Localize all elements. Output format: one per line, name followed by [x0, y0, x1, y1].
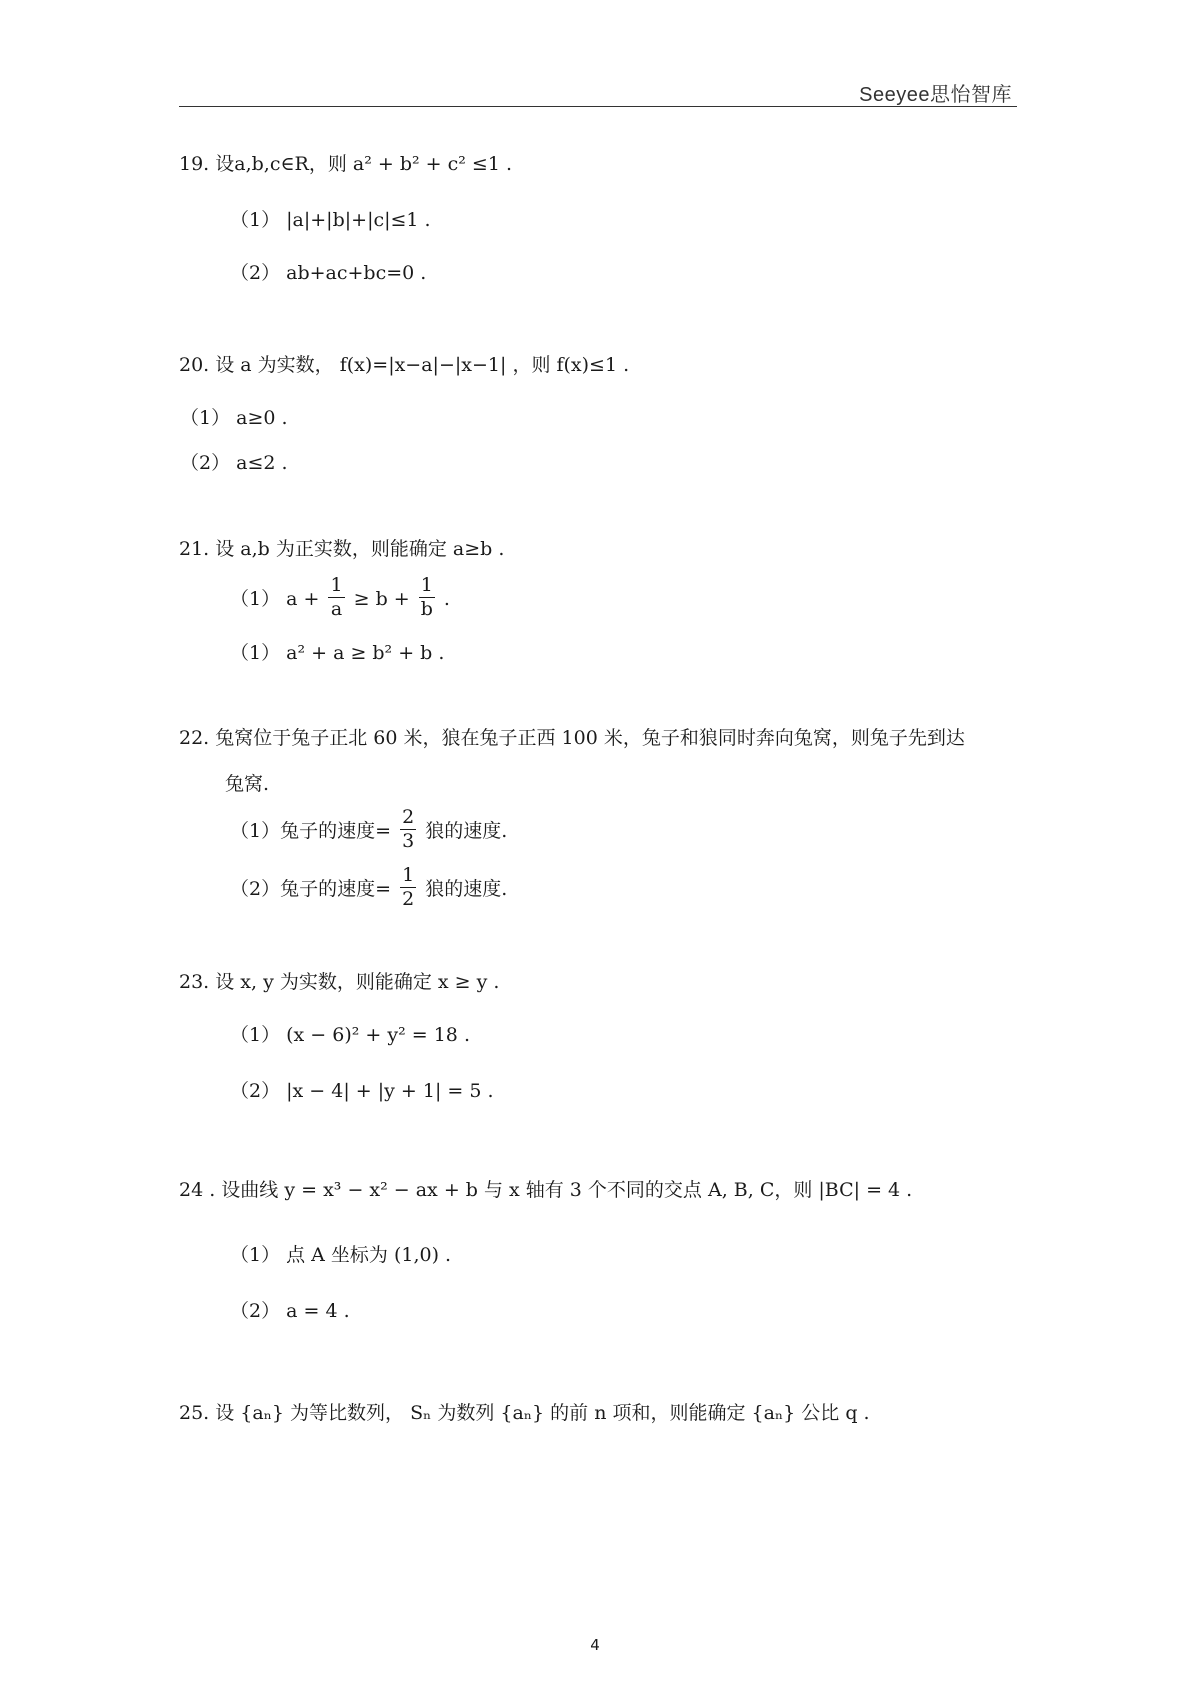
denominator: a [330, 597, 343, 620]
question-21-option-2: （1） a² + a ≥ b² + b . [230, 642, 445, 664]
question-25-stem: 25. 设 {aₙ} 为等比数列， Sₙ 为数列 {aₙ} 的前 n 项和，则能确定 {aₙ} 公比 q . [179, 1402, 870, 1424]
question-19-stem: 19. 设a,b,c∈R，则 a² + b² + c² ≤1 . [179, 153, 512, 175]
question-19-option-1: （1） |a|+|b|+|c|≤1 . [230, 209, 431, 231]
page-number: 4 [590, 1636, 600, 1654]
fraction [419, 576, 435, 620]
fraction [328, 576, 344, 620]
question-24-option-1: （1） 点 A 坐标为 (1,0) . [230, 1244, 452, 1266]
denominator: 3 [402, 829, 415, 852]
question-23-option-1: （1） (x − 6)² + y² = 18 . [230, 1024, 470, 1046]
question-20-option-2: （2） a≤2 . [180, 452, 288, 474]
question-22-stem-line-2: 兔窝. [225, 773, 270, 795]
question-20-option-1: （1） a≥0 . [180, 407, 288, 429]
denominator: 2 [402, 887, 415, 910]
question-23-stem: 23. 设 x, y 为实数，则能确定 x ≥ y . [179, 971, 500, 993]
option-text: （2）兔子的速度= [230, 877, 392, 900]
numerator: 1 [420, 574, 433, 596]
option-text: （1）兔子的速度= [230, 819, 392, 842]
question-20-stem: 20. 设 a 为实数， f(x)=|x−a|−|x−1| ，则 f(x)≤1 . [179, 354, 630, 376]
question-22-option-1 [230, 806, 508, 854]
question-21-option-1 [230, 574, 450, 622]
question-19-option-2: （2） ab+ac+bc=0 . [230, 262, 427, 284]
fraction [400, 808, 416, 852]
question-21-stem: 21. 设 a,b 为正实数，则能确定 a≥b . [179, 538, 505, 560]
option-text: （1） a + [230, 587, 320, 610]
question-23-option-2: （2） |x − 4| + |y + 1| = 5 . [230, 1080, 494, 1102]
header-brand: Seeyee思怡智库 [859, 84, 1012, 106]
fraction [400, 866, 416, 910]
option-text: 狼的速度. [425, 877, 508, 900]
question-22-option-2 [230, 864, 508, 912]
numerator: 1 [402, 864, 415, 886]
numerator: 2 [402, 806, 415, 828]
option-text: 狼的速度. [425, 819, 508, 842]
header-divider [179, 106, 1017, 107]
question-24-stem: 24 . 设曲线 y = x³ − x² − ax + b 与 x 轴有 3 个不同的交点 A, B, C，则 |BC| = 4 . [179, 1179, 913, 1201]
option-text: . [443, 587, 450, 610]
option-text: ≥ b + [353, 587, 410, 610]
denominator: b [420, 597, 433, 620]
numerator: 1 [330, 574, 343, 596]
question-24-option-2: （2） a = 4 . [230, 1300, 350, 1322]
question-22-stem-line-1: 22. 兔窝位于兔子正北 60 米，狼在兔子正西 100 米，兔子和狼同时奔向兔窝，则兔子先到达 [179, 727, 965, 749]
